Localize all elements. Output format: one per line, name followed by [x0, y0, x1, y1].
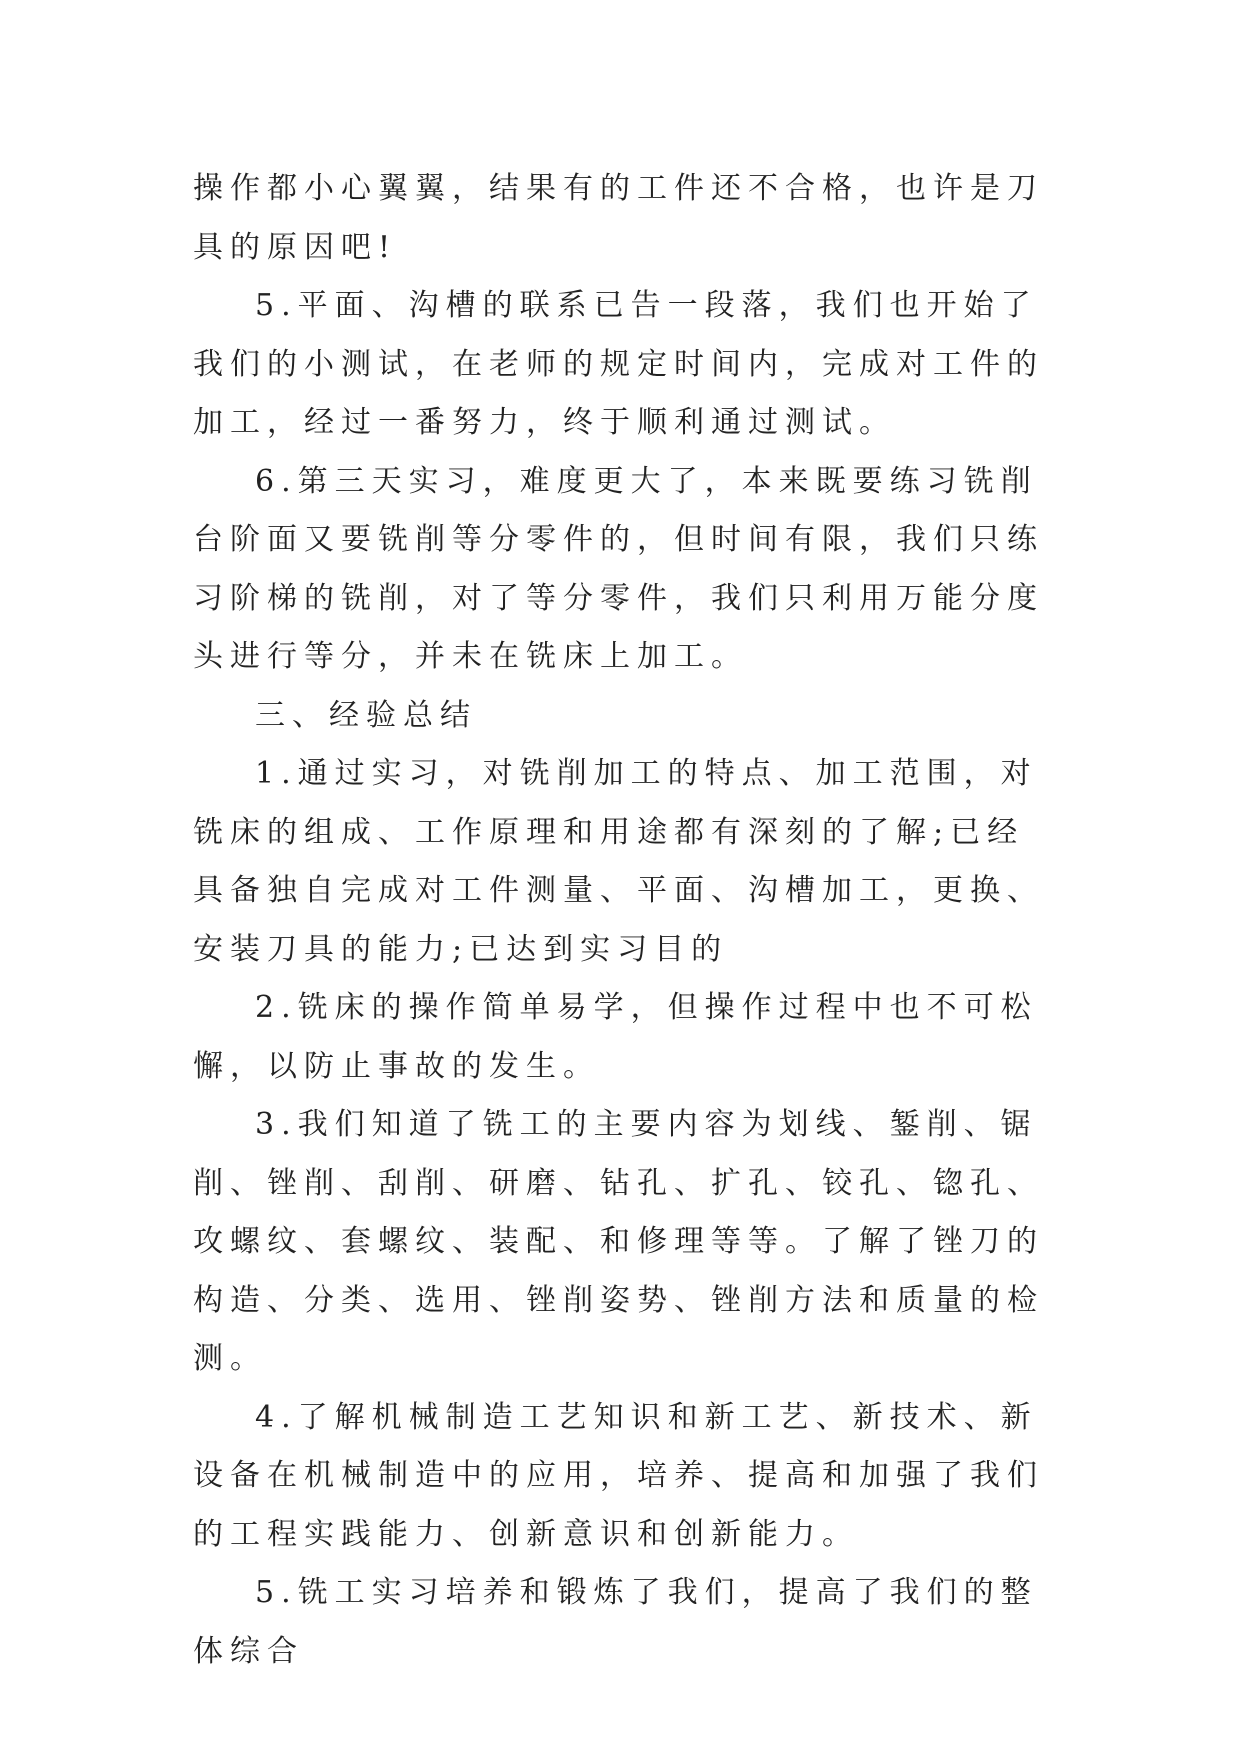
paragraph-summary-2: 2.铣床的操作简单易学，但操作过程中也不可松懈，以防止事故的发生。: [193, 990, 1038, 1084]
paragraph-item-5-test: 5.平面、沟槽的联系已告一段落，我们也开始了我们的小测试，在老师的规定时间内，完成对工件的加工，经过一番努力，终于顺利通过测试。: [193, 288, 1044, 440]
paragraph-item-6-third-day: 6.第三天实习，难度更大了，本来既要练习铣削台阶面又要铣削等分零件的，但时间有限，我们只练习阶梯的铣削，对了等分零件，我们只利用万能分度头进行等分，并未在铣床上加工。: [193, 463, 1044, 674]
paragraph-summary-3: 3.我们知道了铣工的主要内容为划线、錾削、锯削、锉削、刮削、研磨、钻孔、扩孔、铰孔、锪孔、攻螺纹、套螺纹、装配、和修理等等。了解了锉刀的构造、分类、选用、锉削姿势、锉削方法和质量的检测。: [193, 1107, 1044, 1376]
paragraph-continuation: 操作都小心翼翼，结果有的工件还不合格，也许是刀具的原因吧!: [193, 171, 1044, 265]
section-heading-experience-summary: 三、经验总结: [255, 697, 477, 733]
paragraph-summary-4: 4.了解机械制造工艺知识和新工艺、新技术、新设备在机械制造中的应用，培养、提高和加强了我们的工程实践能力、创新意识和创新能力。: [193, 1399, 1044, 1552]
paragraph-summary-5: 5.铣工实习培养和锻炼了我们，提高了我们的整体综合: [193, 1575, 1038, 1669]
paragraph-summary-1: 1.通过实习，对铣削加工的特点、加工范围，对铣床的组成、工作原理和用途都有深刻的了解;已经具备独自完成对工件测量、平面、沟槽加工，更换、安装刀具的能力;已达到实习目的: [193, 756, 1044, 967]
document-body: [193, 160, 1055, 1681]
